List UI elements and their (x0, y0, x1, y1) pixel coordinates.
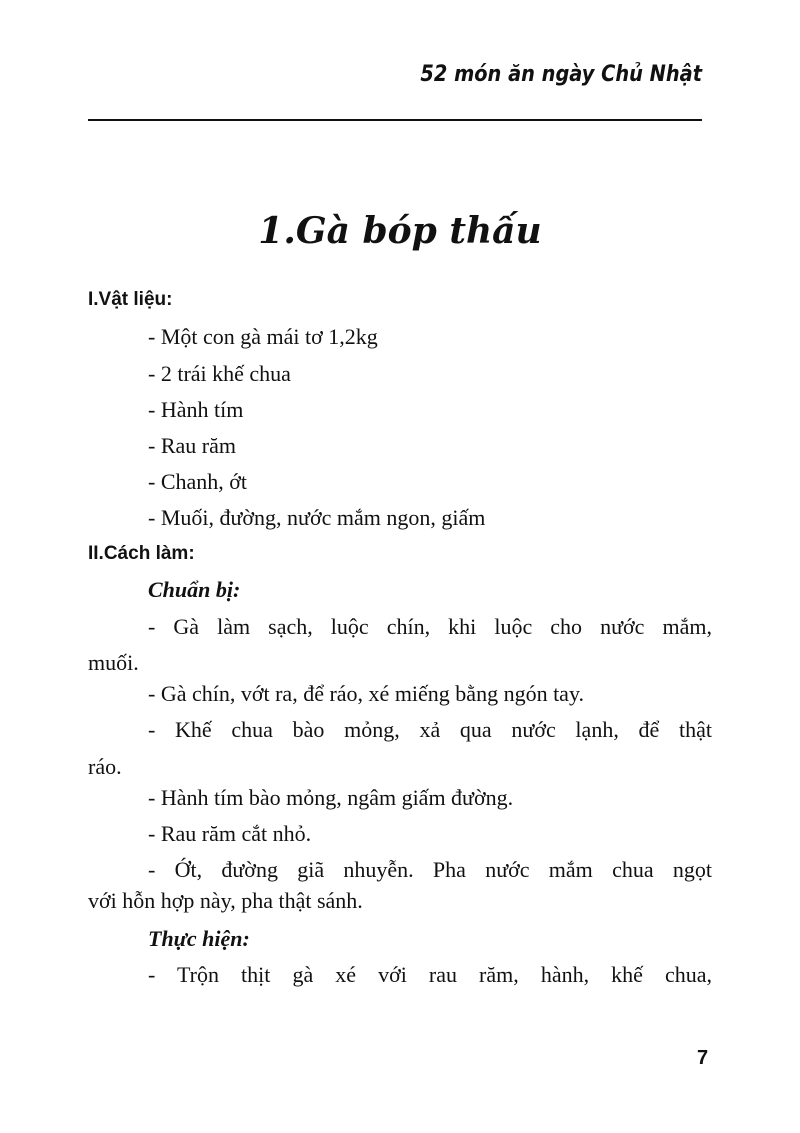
ingredient-item: - 2 trái khế chua (148, 361, 291, 386)
subheading-preparation: Chuẩn bị: (148, 577, 241, 602)
ingredient-item: - Hành tím (148, 397, 244, 422)
paragraph-line: - Gà chín, vớt ra, để ráo, xé miếng bằng ngón tay. (148, 681, 585, 706)
paragraph-line: - Hành tím bào mỏng, ngâm giấm đường. (148, 785, 514, 810)
paragraph-line: - Khế chua bào mỏng, xả qua nước lạnh, để thật (148, 717, 712, 742)
paragraph-line: - Ớt, đường giã nhuyễn. Pha nước mắm chua ngọt (148, 857, 712, 882)
running-header: 52 món ăn ngày Chủ Nhật (420, 62, 702, 87)
paragraph-line: với hỗn hợp này, pha thật sánh. (88, 888, 363, 913)
paragraph-line: ráo. (88, 754, 122, 779)
paragraph-line: - Rau răm cắt nhỏ. (148, 821, 312, 846)
paragraph-line: - Gà làm sạch, luộc chín, khi luộc cho nước mắm, (148, 614, 712, 639)
ingredient-item: - Muối, đường, nước mắm ngon, giấm (148, 505, 486, 530)
subheading-execution: Thực hiện: (148, 926, 250, 951)
page-number: 7 (697, 1047, 709, 1069)
recipe-title: 1.Gà bóp thấu (258, 210, 542, 252)
ingredient-item: - Một con gà mái tơ 1,2kg (148, 324, 378, 349)
ingredient-item: - Rau răm (148, 433, 236, 458)
section-heading-method: II.Cách làm: (88, 543, 195, 564)
paragraph-line: - Trộn thịt gà xé với rau răm, hành, khế chua, (148, 962, 712, 987)
header-rule (88, 119, 702, 121)
section-heading-ingredients: I.Vật liệu: (88, 289, 173, 310)
paragraph-line: muối. (88, 650, 139, 675)
ingredient-item: - Chanh, ớt (148, 469, 248, 494)
